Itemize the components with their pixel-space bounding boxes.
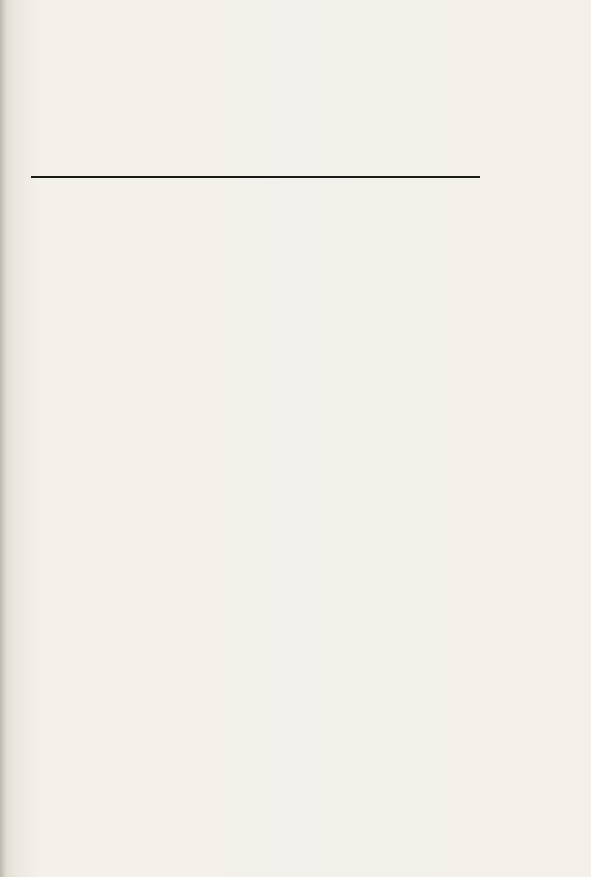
page-gutter [0,0,6,877]
section-rule [31,176,480,178]
